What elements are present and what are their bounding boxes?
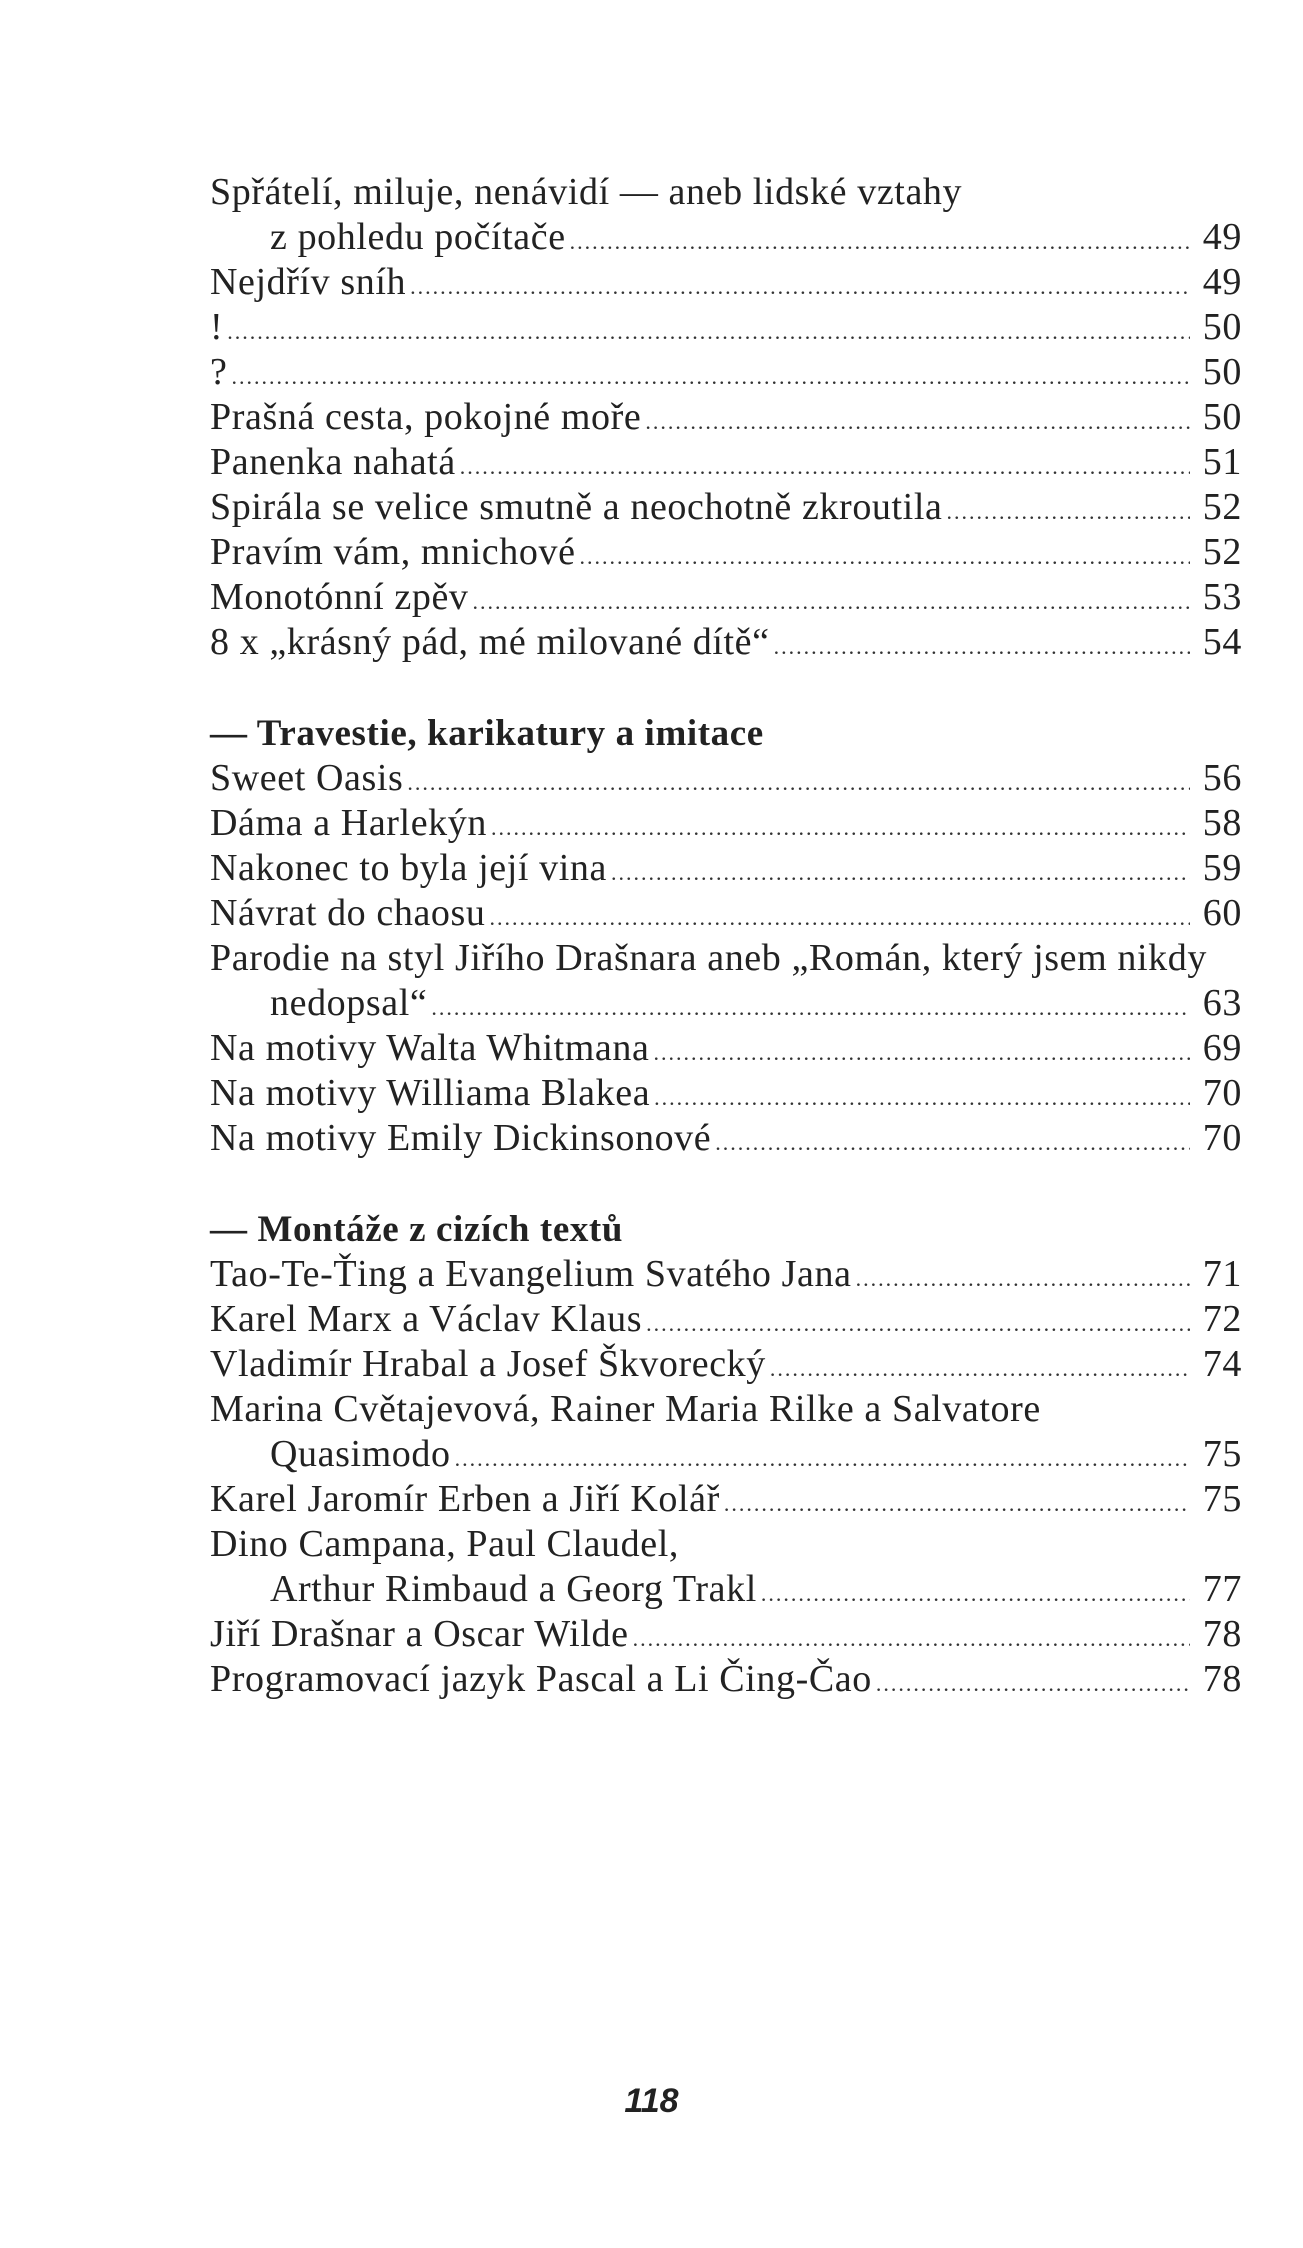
toc-entry-page: 63 [1202, 982, 1242, 1024]
dot-leader [491, 805, 1190, 850]
toc-entry-title: Pravím vám, mnichové [210, 531, 576, 573]
toc-entry-title-line: Spřátelí, miluje, nenávidí — aneb lidské vztahy [210, 171, 963, 213]
dot-leader [407, 760, 1190, 805]
toc-entry [210, 530, 1242, 575]
page-number: 118 [624, 2082, 679, 2120]
toc-entry-page: 53 [1202, 576, 1242, 618]
toc-entry-title: Prašná cesta, pokojné moře [210, 396, 642, 438]
dot-leader [654, 1075, 1190, 1120]
toc-entry-page: 75 [1202, 1433, 1242, 1475]
dot-leader [580, 534, 1190, 579]
toc-entry-title: 8 x „krásný pád, mé milované dítě“ [210, 621, 770, 663]
toc-entry [210, 620, 1242, 665]
dot-leader [410, 264, 1190, 309]
dot-leader [653, 1030, 1190, 1075]
toc-entry-page: 75 [1202, 1478, 1242, 1520]
dot-leader [633, 1616, 1190, 1661]
toc-entry-page: 71 [1202, 1253, 1242, 1295]
section-gap [210, 1161, 1242, 1207]
toc-entry [210, 1071, 1242, 1116]
toc-entry-title: Nejdřív sníh [210, 261, 407, 303]
dot-leader [490, 895, 1190, 940]
toc-entry [210, 1252, 1242, 1297]
toc-entry [210, 1657, 1242, 1702]
toc-entry-title: Panenka nahatá [210, 441, 456, 483]
toc-entry-title-line: Marina Cvětajevová, Rainer Maria Rilke a Salvatore [210, 1388, 1041, 1430]
toc-entry [210, 1567, 1242, 1612]
toc-entry-title-line: Dino Campana, Paul Claudel, [210, 1523, 679, 1565]
dot-leader [645, 399, 1190, 444]
toc-entry [210, 1116, 1242, 1161]
toc-entry [210, 305, 1242, 350]
toc-entry-title: Na motivy Emily Dickinsonové [210, 1117, 712, 1159]
toc-entry-page: 58 [1202, 802, 1242, 844]
toc-entry [210, 1342, 1242, 1387]
dot-leader [856, 1256, 1190, 1301]
toc-entry-page: 51 [1202, 441, 1242, 483]
toc-entry-title: Tao-Te-Ťing a Evangelium Svatého Jana [210, 1253, 852, 1295]
toc-entry [210, 575, 1242, 620]
toc-entry [210, 801, 1242, 846]
toc-entry-title: Nakonec to byla její vina [210, 847, 607, 889]
toc-entry-title: Na motivy Williama Blakea [210, 1072, 651, 1114]
dot-leader [876, 1661, 1190, 1706]
toc-entry-page: 60 [1202, 892, 1242, 934]
toc-entry-title: Jiří Drašnar a Oscar Wilde [210, 1613, 629, 1655]
toc-entry-title: ? [210, 351, 228, 393]
toc-entry [210, 846, 1242, 891]
toc-entry-title: Monotónní zpěv [210, 576, 469, 618]
dot-leader [431, 985, 1190, 1030]
dot-leader [646, 1301, 1190, 1346]
dot-leader [715, 1120, 1190, 1165]
toc-entry-page: 54 [1202, 621, 1242, 663]
toc-entry-page: 50 [1202, 351, 1242, 393]
dot-leader [473, 579, 1190, 624]
toc-entry [210, 1297, 1242, 1342]
toc-entry-title: Arthur Rimbaud a Georg Trakl [270, 1568, 757, 1610]
toc-entry [210, 891, 1242, 936]
toc-entry-page: 70 [1202, 1117, 1242, 1159]
toc-entry-page: 78 [1202, 1658, 1242, 1700]
dot-leader [724, 1481, 1190, 1526]
toc-entry-title: Spirála se velice smutně a neochotně zkroutila [210, 486, 943, 528]
toc-entry-page: 78 [1202, 1613, 1242, 1655]
toc-entry [210, 440, 1242, 485]
section-gap [210, 665, 1242, 711]
toc-entry [210, 1612, 1242, 1657]
toc-entry [210, 1026, 1242, 1071]
toc-entry-page: 69 [1202, 1027, 1242, 1069]
toc-entry-title: Karel Marx a Václav Klaus [210, 1298, 643, 1340]
toc-entry-page: 52 [1202, 486, 1242, 528]
toc-entry-title: ! [210, 306, 224, 348]
table-of-contents [210, 170, 1242, 1702]
section-heading: — Montáže z cizích textů [210, 1209, 624, 1250]
toc-entry [210, 260, 1242, 305]
toc-entry-title: Sweet Oasis [210, 757, 404, 799]
dot-leader [774, 624, 1190, 669]
toc-entry-page: 77 [1202, 1568, 1242, 1610]
toc-entry [210, 981, 1242, 1026]
dot-leader [570, 219, 1190, 264]
toc-entry-page: 50 [1202, 306, 1242, 348]
dot-leader [455, 1436, 1190, 1481]
dot-leader [227, 309, 1190, 354]
dot-leader [761, 1571, 1190, 1616]
dot-leader [231, 354, 1190, 399]
dot-leader [611, 850, 1190, 895]
toc-entry-title: z pohledu počítače [270, 216, 566, 258]
toc-entry-page: 49 [1202, 261, 1242, 303]
toc-entry [210, 1477, 1242, 1522]
toc-entry [210, 215, 1242, 260]
toc-entry [210, 350, 1242, 395]
toc-entry-title: Programovací jazyk Pascal a Li Čing-Čao [210, 1658, 872, 1700]
toc-entry-page: 72 [1202, 1298, 1242, 1340]
toc-entry-title: Na motivy Walta Whitmana [210, 1027, 650, 1069]
toc-entry-title: nedopsal“ [270, 982, 428, 1024]
toc-entry-page: 56 [1202, 757, 1242, 799]
section-heading: — Travestie, karikatury a imitace [210, 713, 764, 754]
dot-leader [460, 444, 1190, 489]
toc-entry-page: 70 [1202, 1072, 1242, 1114]
toc-entry-title: Vladimír Hrabal a Josef Škvorecký [210, 1343, 766, 1385]
toc-entry-title: Karel Jaromír Erben a Jiří Kolář [210, 1478, 720, 1520]
dot-leader [770, 1346, 1190, 1391]
toc-entry-page: 50 [1202, 396, 1242, 438]
dot-leader [946, 489, 1190, 534]
toc-entry [210, 1432, 1242, 1477]
toc-entry [210, 485, 1242, 530]
toc-entry-title-line: Parodie na styl Jiřího Drašnara aneb „Román, který jsem nikdy [210, 937, 1207, 979]
toc-entry-page: 52 [1202, 531, 1242, 573]
toc-entry-page: 59 [1202, 847, 1242, 889]
toc-entry [210, 395, 1242, 440]
toc-entry-title: Dáma a Harlekýn [210, 802, 487, 844]
toc-entry-title: Quasimodo [270, 1433, 451, 1475]
toc-entry-page: 49 [1202, 216, 1242, 258]
toc-entry-page: 74 [1202, 1343, 1242, 1385]
toc-entry [210, 756, 1242, 801]
toc-entry-title: Návrat do chaosu [210, 892, 486, 934]
